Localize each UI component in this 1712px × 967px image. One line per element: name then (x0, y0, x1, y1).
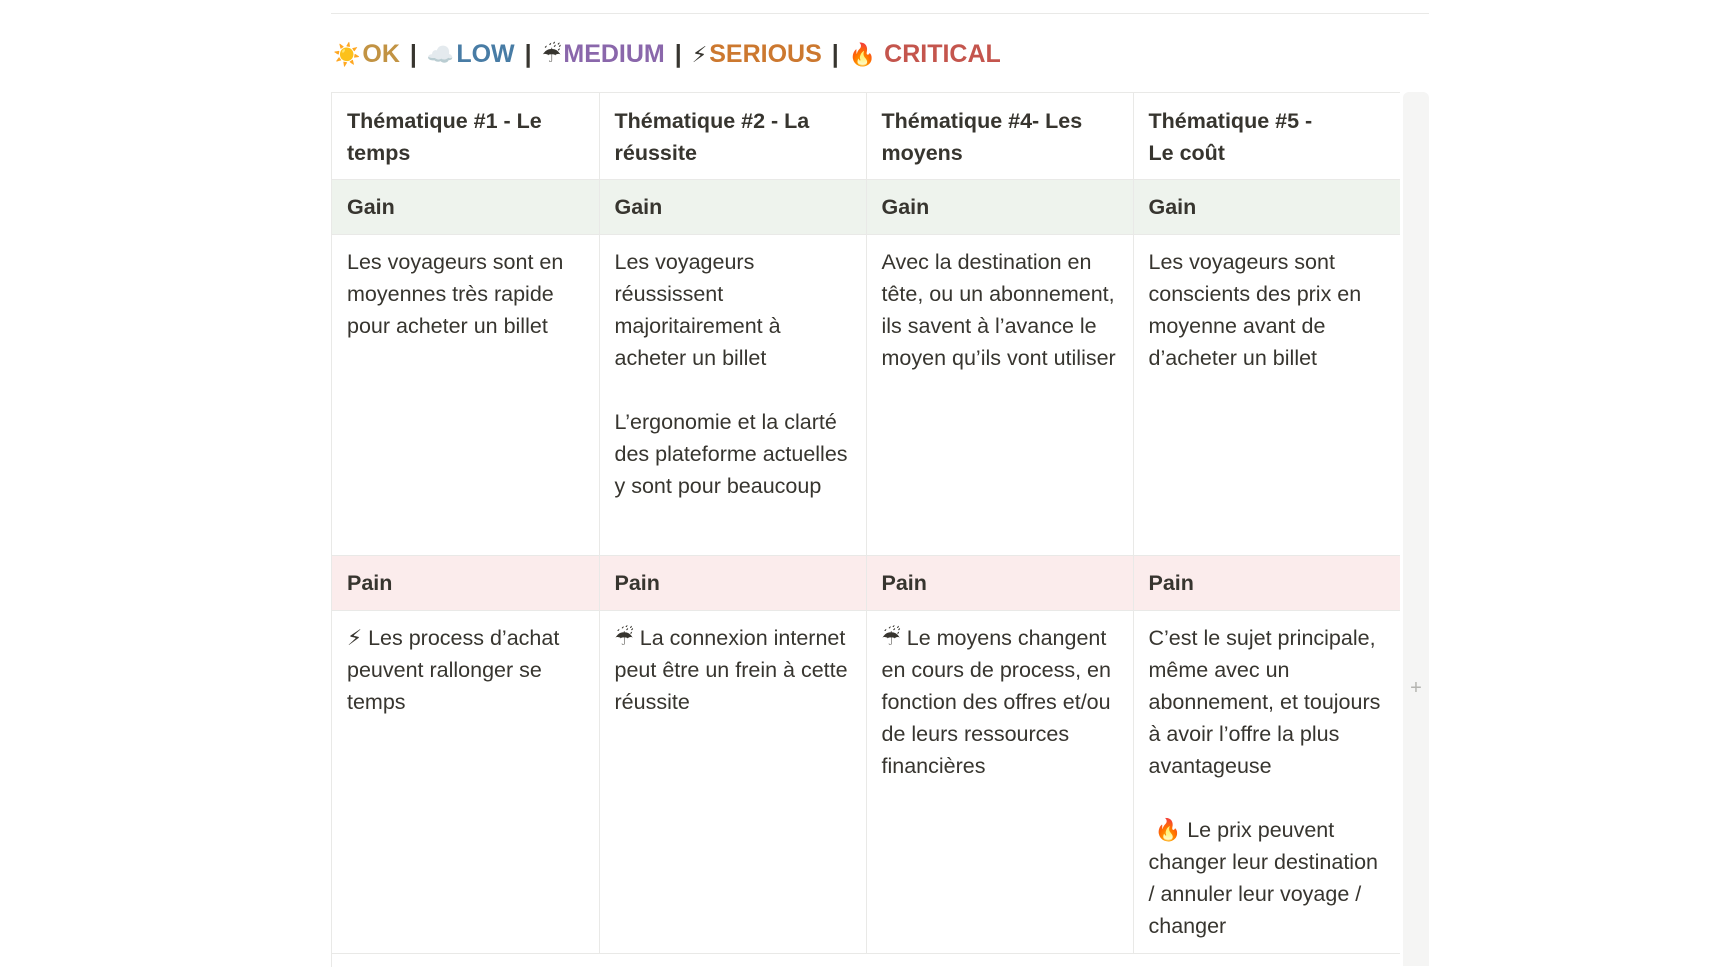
header-cell-moyens[interactable]: Thématique #4- Les moyens (866, 93, 1133, 180)
add-column-plus-icon[interactable]: + (1410, 677, 1422, 699)
pain-label-cell[interactable]: Pain (599, 556, 866, 611)
add-column-bar[interactable] (1403, 92, 1429, 966)
legend-medium: ☔MEDIUM (541, 39, 665, 68)
gain-label-cell[interactable]: Gain (332, 180, 599, 235)
severity-legend (333, 34, 1001, 74)
header-cell-temps[interactable]: Thématique #1 - Le temps (332, 93, 599, 180)
umbrella-icon: ☔ (541, 41, 562, 67)
legend-separator: | (409, 39, 417, 68)
gain-label-cell[interactable]: Gain (866, 180, 1133, 235)
fire-icon: 🔥 (848, 41, 877, 67)
top-divider (331, 13, 1429, 14)
sun-icon: ☀️ (333, 41, 361, 67)
pain-cell-reussite[interactable]: ☔ La connexion internet peut être un frein à cette réussite (599, 611, 866, 954)
gain-cell-temps[interactable]: Les voyageurs sont en moyennes très rapide pour acheter un billet (332, 235, 599, 556)
legend-ok: ☀️OK (333, 39, 400, 68)
gain-label-cell[interactable]: Gain (599, 180, 866, 235)
legend-critical: 🔥 CRITICAL (848, 39, 1001, 68)
pain-label-cell[interactable]: Pain (866, 556, 1133, 611)
legend-separator: | (674, 39, 682, 68)
pain-label-row (332, 556, 1400, 611)
gain-content-row (332, 235, 1400, 556)
legend-separator: | (524, 39, 532, 68)
legend-serious: ⚡SERIOUS (691, 39, 822, 68)
pain-label-cell[interactable]: Pain (1133, 556, 1400, 611)
gain-cell-reussite[interactable]: Les voyageurs réussissent majoritairement à acheter un billet L’ergonomie et la clarté des plateforme actuelles y sont pour beaucoup (599, 235, 866, 556)
pain-cell-temps[interactable]: ⚡ Les process d’achat peuvent rallonger se temps (332, 611, 599, 954)
pain-cell-cout[interactable]: C’est le sujet principale, même avec un abonnement, et toujours à avoir l’offre la plus avantageuse 🔥 Le prix peuvent changer leur destination / annuler leur voyage / changer (1133, 611, 1400, 954)
pain-content-row (332, 611, 1400, 954)
header-cell-cout[interactable]: Thématique #5 - Le coût (1133, 93, 1400, 180)
gain-cell-cout[interactable]: Les voyageurs sont conscients des prix en moyenne avant de d’acheter un billet (1133, 235, 1400, 556)
pain-cell-moyens[interactable]: ☔ Le moyens changent en cours de process, en fonction des offres et/ou de leurs ressources financières (866, 611, 1133, 954)
table-header-row (332, 93, 1400, 180)
gain-label-row (332, 180, 1400, 235)
legend-low: ☁️LOW (426, 39, 515, 68)
pain-label-cell[interactable]: Pain (332, 556, 599, 611)
gain-label-cell[interactable]: Gain (1133, 180, 1400, 235)
cloud-icon: ☁️ (426, 41, 455, 67)
lightning-icon: ⚡ (691, 41, 708, 67)
legend-separator: | (831, 39, 839, 68)
gain-cell-moyens[interactable]: Avec la destination en tête, ou un abonnement, ils savent à l’avance le moyen qu’ils vont utiliser (866, 235, 1133, 556)
header-cell-reussite[interactable]: Thématique #2 - La réussite (599, 93, 866, 180)
thematic-table (331, 92, 1400, 967)
